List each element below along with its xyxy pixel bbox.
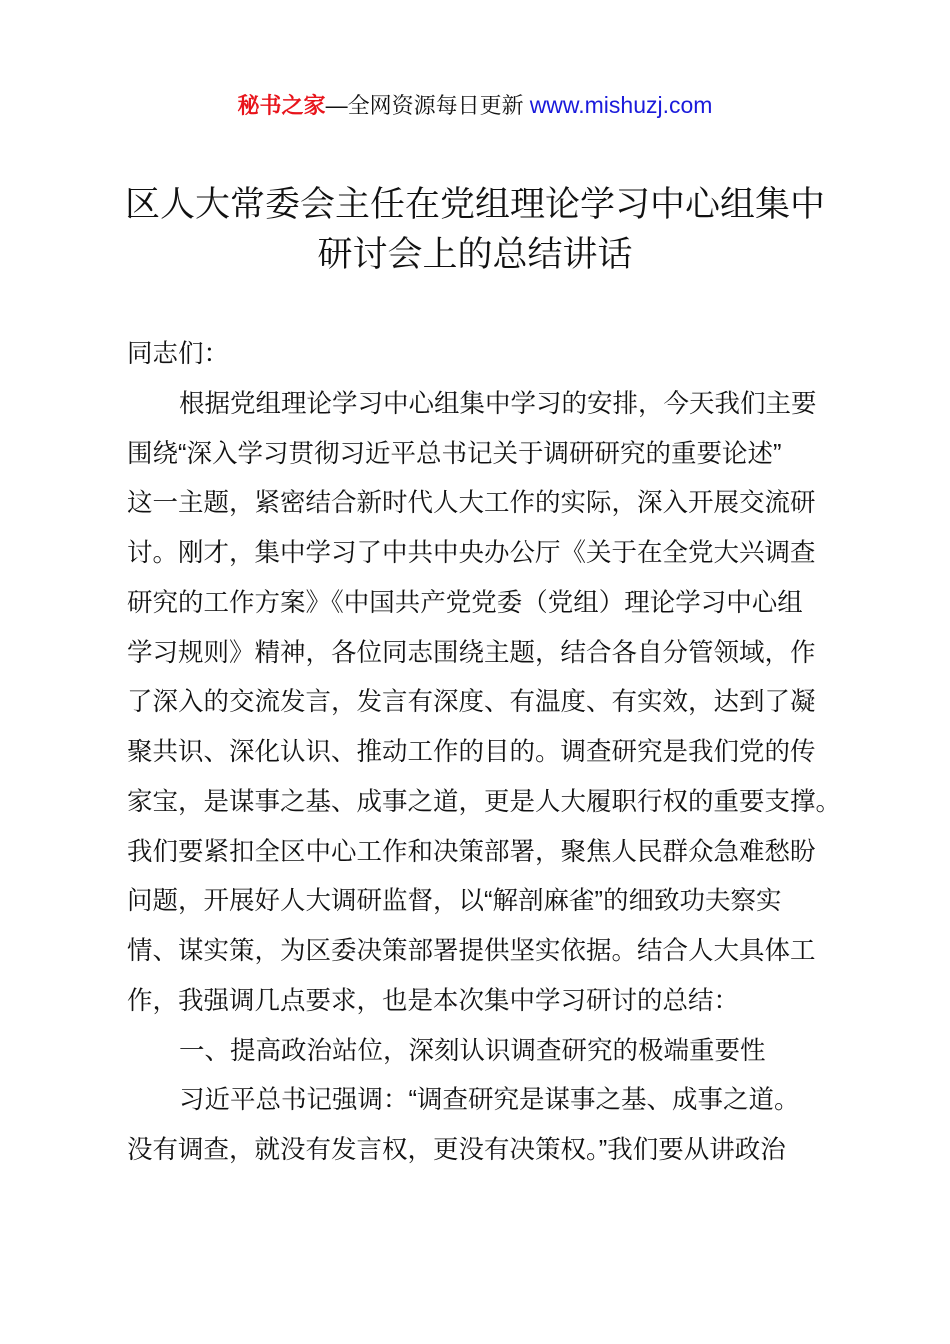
paragraph-line: 我们要紧扣全区中心工作和决策部署，聚焦人民群众急难愁盼: [127, 837, 816, 866]
brand-name: 秘书之家: [237, 93, 326, 118]
paragraph-line: 没有调查，就没有发言权，更没有决策权。”我们要从讲政治: [127, 1136, 786, 1164]
document-body: [127, 330, 857, 1176]
title-line: 区人大常委会主任在党组理论学习中心组集中: [124, 185, 825, 224]
site-banner: [0, 88, 950, 123]
banner-url[interactable]: www.mishuzj.com: [529, 92, 713, 118]
banner-tagline: —全网资源每日更新: [325, 93, 530, 118]
paragraph-line: 聚共识、深化认识、推动工作的目的。调查研究是我们党的传: [127, 738, 816, 766]
paragraph-line: 习近平总书记强调：“调查研究是谋事之基、成事之道。: [179, 1086, 800, 1115]
section-heading: 一、提高政治站位，深刻认识调查研究的极端重要性: [179, 1036, 766, 1065]
paragraph-line: 学习规则》精神，各位同志围绕主题，结合各自分管领域，作: [127, 638, 816, 667]
paragraph-line: 围绕“深入学习贯彻习近平总书记关于调研研究的重要论述”: [127, 439, 782, 468]
paragraph-line: 研究的工作方案》《中国共产党党委（党组）理论学习中心组: [127, 588, 803, 617]
paragraph-line: 问题，开展好人大调研监督，以“解剖麻雀”的细致功夫察实: [127, 887, 782, 916]
paragraph-line: 了深入的交流发言，发言有深度、有温度、有实效，达到了凝: [127, 688, 816, 717]
salutation: 同志们：: [127, 340, 230, 368]
paragraph-line: 作，我强调几点要求，也是本次集中学习研讨的总结：: [127, 986, 740, 1015]
paragraph-line: 根据党组理论学习中心组集中学习的安排，今天我们主要: [179, 389, 817, 418]
paragraph-line: 讨。刚才，集中学习了中共中央办公厅《关于在全党大兴调查: [127, 539, 816, 567]
document-title: [0, 180, 950, 280]
paragraph-line: 情、谋实策，为区委决策部署提供坚实依据。结合人大具体工: [127, 937, 816, 965]
paragraph-line: 这一主题，紧密结合新时代人大工作的实际，深入开展交流研: [127, 489, 816, 518]
title-line: 研讨会上的总结讲话: [317, 235, 633, 274]
paragraph-line: 家宝，是谋事之基、成事之道，更是人大履职行权的重要支撑。: [127, 787, 842, 816]
